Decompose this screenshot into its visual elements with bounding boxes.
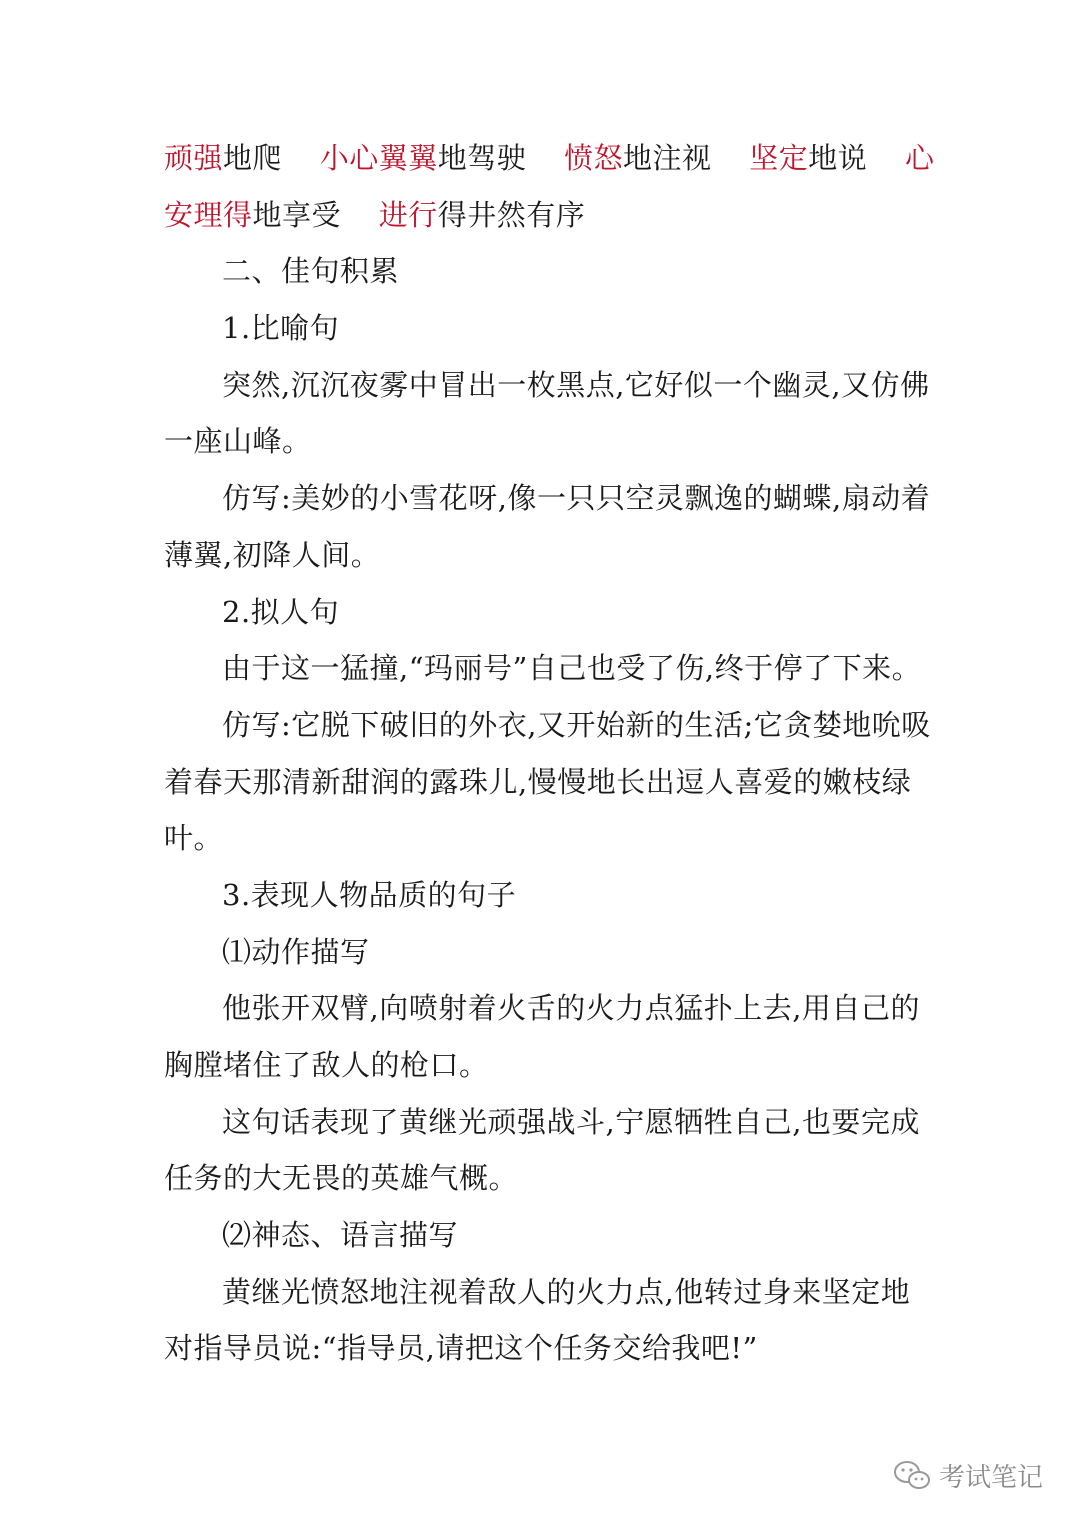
imitation-sentence: 仿写:它脱下破旧的外衣,又开始新的生活;它贪婪地吮吸 xyxy=(222,707,931,742)
subsection-heading: 2.拟人句 xyxy=(222,594,340,629)
watermark xyxy=(893,1453,1043,1497)
vocab-context: 得井然有序 xyxy=(437,197,586,232)
vocab-term: 愤怒 xyxy=(564,141,624,175)
vocab-context: 地注视 xyxy=(623,141,712,175)
vocab-term: 心 xyxy=(905,141,935,175)
vocab-term: 小心翼翼 xyxy=(319,141,438,175)
example-sentence: 他张开双臂,向喷射着火舌的火力点猛扑上去,用自己的 xyxy=(222,991,920,1026)
example-sentence: 一座山峰。 xyxy=(164,424,312,459)
commentary-sentence: 这句话表现了黄继光顽强战斗,宁愿牺牲自己,也要完成 xyxy=(222,1104,920,1139)
vocab-context: 地说 xyxy=(808,141,868,175)
example-sentence: 突然,沉沉夜雾中冒出一枚黑点,它好似一个幽灵,又仿佛 xyxy=(222,367,930,402)
wechat-icon xyxy=(893,1459,931,1491)
vocab-term: 顽强 xyxy=(164,141,224,175)
subsection-heading: 3.表现人物品质的句子 xyxy=(222,877,517,912)
document-body xyxy=(164,130,935,1377)
vocab-term: 安理得 xyxy=(164,197,253,232)
example-sentence: 黄继光愤怒地注视着敌人的火力点,他转过身来坚定地 xyxy=(222,1274,911,1309)
vocab-line-2 xyxy=(164,187,924,244)
example-sentence: 由于这一猛撞,“玛丽号”自己也受了伤,终于停了下来。 xyxy=(222,651,922,686)
vocab-context: 地爬 xyxy=(223,141,283,175)
subsection-heading: 1.比喻句 xyxy=(222,311,340,346)
vocab-line-1 xyxy=(164,130,935,187)
vocab-context: 地驾驶 xyxy=(437,141,527,175)
section-heading: 二、佳句积累 xyxy=(222,254,400,289)
commentary-sentence: 任务的大无畏的英雄气概。 xyxy=(164,1161,519,1196)
example-sentence: 胸膛堵住了敌人的枪口。 xyxy=(164,1048,489,1082)
example-sentence: 对指导员说:“指导员,请把这个任务交给我吧!” xyxy=(164,1331,758,1366)
imitation-sentence: 薄翼,初降人间。 xyxy=(164,537,381,572)
watermark-text: 考试笔记 xyxy=(939,1462,1044,1493)
vocab-context: 地享受 xyxy=(252,197,342,232)
category-heading: ⑵神态、语言描写 xyxy=(222,1218,459,1253)
imitation-sentence: 仿写:美妙的小雪花呀,像一只只空灵飘逸的蝴蝶,扇动着 xyxy=(222,481,931,516)
imitation-sentence: 着春天那清新甜润的露珠儿,慢慢地长出逗人喜爱的嫩枝绿 xyxy=(164,764,912,799)
category-heading: ⑴动作描写 xyxy=(222,934,370,969)
imitation-sentence: 叶。 xyxy=(164,821,224,856)
vocab-term: 坚定 xyxy=(749,141,809,175)
vocab-term: 进行 xyxy=(378,197,438,232)
